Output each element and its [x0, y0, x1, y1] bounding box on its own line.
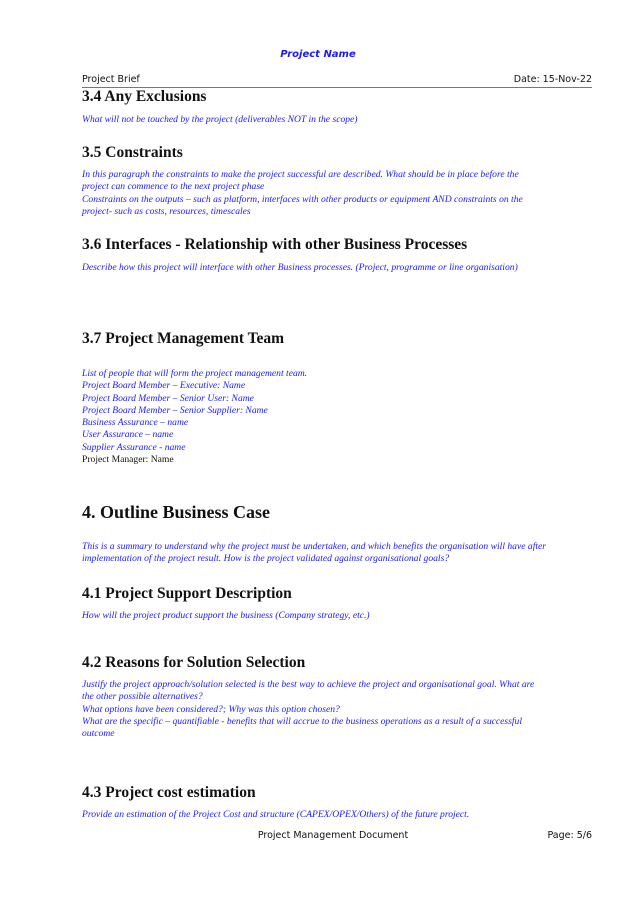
header-project-name: Project Name	[280, 49, 356, 60]
body-line: List of people that will form the project management team.	[82, 368, 308, 379]
section-heading-3-6: 3.6 Interfaces - Relationship with other Business Processes	[82, 236, 468, 253]
body-line: Project Board Member – Executive: Name	[82, 380, 246, 392]
body-line: the other possible alternatives?	[82, 691, 203, 703]
section-body-3-5	[82, 169, 592, 218]
section-body-3-4	[82, 114, 592, 126]
body-line: In this paragraph the constraints to make the project successful are described. What should be in place before the	[82, 169, 519, 180]
header-date: Date: 15-Nov-22	[513, 74, 592, 85]
section-heading-4-2: 4.2 Reasons for Solution Selection	[82, 654, 306, 671]
body-line: User Assurance – name	[82, 429, 174, 441]
section-heading-4-3: 4.3 Project cost estimation	[82, 784, 256, 801]
body-line: What options have been considered?; Why was this option chosen?	[82, 703, 340, 715]
body-line: Project Board Member – Senior User: Name	[82, 392, 254, 404]
body-line: This is a summary to understand why the project must be undertaken, and which benefits the organisation will have after	[82, 541, 547, 552]
body-line: Provide an estimation of the Project Cost and structure (CAPEX/OPEX/Others) of the future project.	[82, 809, 470, 820]
body-line: project- such as costs, resources, timescales	[82, 205, 251, 217]
section-body-4	[82, 541, 592, 566]
body-line: What are the specific – quantifiable - benefits that will accrue to the business operations as a result of a successful	[82, 715, 523, 727]
body-line: What will not be touched by the project (deliverables NOT in the scope)	[82, 114, 358, 125]
section-heading-4-1: 4.1 Project Support Description	[82, 585, 292, 602]
body-line: Business Assurance – name	[82, 417, 189, 429]
section-body-4-1	[82, 610, 592, 622]
section-body-3-7	[82, 368, 592, 466]
footer-page-number: Page: 5/6	[547, 830, 592, 841]
body-line: project can commence to the next project phase	[82, 181, 265, 193]
body-line: Justify the project approach/solution selected is the best way to achieve the project and organisational goal. What are	[82, 679, 535, 690]
footer-doc-name: Project Management Document	[257, 830, 409, 841]
body-line: implementation of the project result. How is the project validated against organisational goals?	[82, 553, 450, 565]
section-heading-3-7: 3.7 Project Management Team	[82, 330, 285, 347]
section-body-3-6	[82, 262, 592, 274]
section-body-4-3	[82, 809, 592, 821]
body-line: Project Board Member – Senior Supplier: Name	[82, 404, 268, 416]
project-manager-line: Project Manager: Name	[82, 454, 174, 466]
body-line: Constraints on the outputs – such as platform, interfaces with other products or equipment AND constraints on the	[82, 193, 523, 205]
header-doc-type: Project Brief	[82, 74, 140, 85]
section-heading-3-5: 3.5 Constraints	[82, 144, 183, 161]
section-heading-3-4: 3.4 Any Exclusions	[82, 88, 207, 105]
section-heading-4: 4. Outline Business Case	[82, 502, 271, 522]
body-line: Describe how this project will interface with other Business processes. (Project, programme or line organisation)	[82, 262, 518, 273]
section-body-4-2	[82, 679, 592, 740]
body-line: Supplier Assurance - name	[82, 441, 186, 453]
body-line: outcome	[82, 728, 115, 740]
body-line: How will the project product support the business (Company strategy, etc.)	[82, 610, 370, 621]
